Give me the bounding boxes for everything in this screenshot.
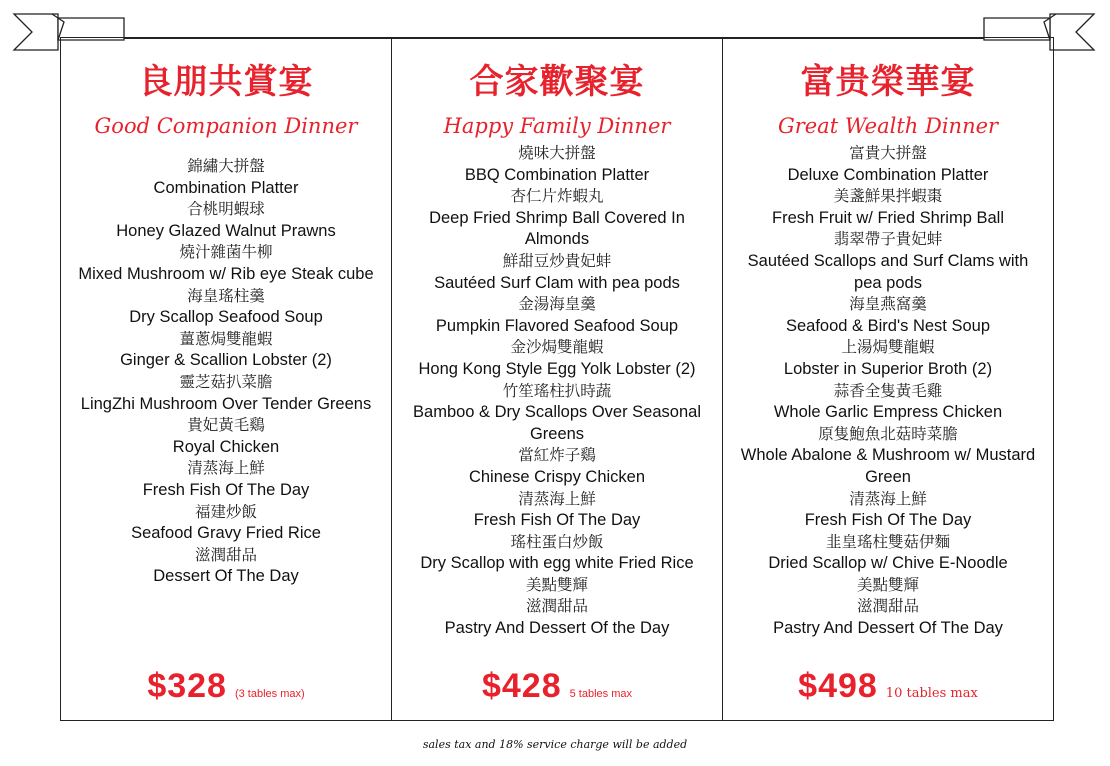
column-title-en: Good Companion Dinner [94,114,358,138]
dish-name-zh: 海皇燕窩羹 [849,295,927,314]
dish-list [737,143,1039,640]
dish-name-en: Fresh Fruit w/ Fried Shrimp Ball [772,208,1004,227]
price: $498 [798,667,878,705]
dish-name-zh: 杏仁片炸蝦丸 [510,187,604,206]
dish-name-zh: 貴妃黃毛鷄 [187,416,265,435]
dish-name-en: Deluxe Combination Platter [787,165,989,184]
dish-name-zh: 美點雙輝 [525,575,588,594]
dish-name-en: Lobster in Superior Broth (2) [783,359,993,378]
dish-name-zh: 韭皇瑤柱雙菇伊麵 [825,532,950,551]
dish-name-en: Dessert Of The Day [153,567,299,586]
dish-name-zh: 海皇瑤柱羹 [187,286,265,305]
dish-name-en: Dry Scallop Seafood Soup [129,308,323,327]
dish-name-zh: 清蒸海上鮮 [849,489,927,508]
dish-name-zh: 滋潤甜品 [194,545,257,564]
dish-name-zh: 翡翠帶子貴妃蚌 [833,230,943,249]
menu-box [60,37,1054,721]
dish-name-zh: 當紅炸子鷄 [518,446,596,465]
dish-name-en: Combination Platter [153,178,299,197]
dish-name-zh: 竹笙瑤柱扒時蔬 [502,381,612,400]
dish-name-zh: 瑤柱蛋白炒飯 [510,532,604,551]
dish-name-en: Dry Scallop with egg white Fried Rice [420,554,694,573]
dish-name-zh: 美盞鮮果拌蝦棗 [833,187,943,206]
dish-name-zh: 金沙焗雙龍蝦 [510,338,604,357]
dish-name-en: Pumpkin Flavored Seafood Soup [435,316,679,335]
price-row [392,666,722,706]
dish-name-zh: 福建炒飯 [194,502,257,521]
dish-name-en: BBQ Combination Platter [464,165,650,184]
dish-name-en: Chinese Crispy Chicken [468,467,646,486]
table-limit-note: 10 tables max [885,686,978,701]
column-title-en: Great Wealth Dinner [777,114,999,138]
dish-name-zh: 原隻鮑魚北菇時菜膽 [818,424,958,443]
dish-name-en: Sautéed Surf Clam with pea pods [434,273,680,292]
price-row [723,666,1053,706]
column-title-zh: 合家歡聚宴 [469,62,645,102]
dish-name-en: Pastry And Dessert Of the Day [444,619,670,638]
dish-name-en: Dried Scallop w/ Chive E-Noodle [768,554,1008,573]
footer-note: sales tax and 18% service charge will be added [422,738,688,751]
dish-name-zh: 清蒸海上鮮 [187,459,265,478]
menu-column-good-companion [61,38,391,720]
dish-name-zh: 合桃明蝦球 [187,200,265,219]
dish-name-zh: 燒味大拼盤 [518,144,596,162]
dish-name-en: Whole Abalone & Mushroom w/ Mustard Green [740,446,1036,486]
price: $428 [481,667,562,705]
dish-name-en: Seafood Gravy Fried Rice [131,524,321,543]
dish-name-zh: 蒜香全隻黃毛雞 [833,381,943,400]
dish-name-en: Honey Glazed Walnut Prawns [116,221,336,240]
dish-name-en: Fresh Fish Of The Day [804,511,972,530]
dish-name-zh: 靈芝菇扒菜膽 [179,372,273,391]
dish-name-zh: 清蒸海上鮮 [518,489,596,508]
dish-name-zh: 滋潤甜品 [525,597,588,616]
column-title-zh: 富贵榮華宴 [800,62,976,102]
dish-name-en: Bamboo & Dry Scallops Over Seasonal Greens [413,403,701,443]
table-limit-note: (3 tables max) [234,688,305,700]
dish-name-en: Fresh Fish Of The Day [142,480,310,499]
price: $328 [147,667,227,705]
dish-list [406,143,708,640]
dish-name-zh: 薑蔥焗雙龍蝦 [179,329,273,348]
dish-list [75,156,377,588]
menu-column-great-wealth [722,38,1053,720]
dish-name-en: Royal Chicken [172,437,280,456]
dish-name-en: Pastry And Dessert Of The Day [773,619,1003,638]
dish-name-zh: 金湯海皇羹 [518,295,596,314]
dish-name-en: Deep Fried Shrimp Ball Covered In Almonds [429,208,685,249]
dish-name-zh: 鮮甜豆炒貴妃蚌 [502,251,612,270]
column-title-en: Happy Family Dinner [443,114,671,138]
dish-name-en: Seafood & Bird's Nest Soup [785,316,991,335]
dish-name-en: Sautéed Scallops and Surf Clams with pea pods [747,251,1029,292]
dish-name-en: Fresh Fish Of The Day [473,511,641,530]
table-limit-note: 5 tables max [569,688,632,700]
dish-name-en: Hong Kong Style Egg Yolk Lobster (2) [418,359,696,378]
dish-name-zh: 上湯焗雙龍蝦 [841,338,935,357]
dish-name-zh: 燒汁雜菌牛柳 [179,243,273,262]
dish-name-zh: 美點雙輝 [856,575,919,594]
menu-column-happy-family [391,38,722,720]
dish-name-zh: 富貴大拼盤 [849,144,927,162]
dish-name-en: LingZhi Mushroom Over Tender Greens [80,394,372,413]
column-title-zh: 良朋共賞宴 [138,62,314,102]
dish-name-en: Ginger & Scallion Lobster (2) [120,351,332,370]
dish-name-zh: 滋潤甜品 [856,597,919,616]
dish-name-en: Whole Garlic Empress Chicken [773,403,1003,422]
price-row [61,666,391,706]
dish-name-en: Mixed Mushroom w/ Rib eye Steak cube [78,264,374,283]
dish-name-zh: 錦繡大拼盤 [187,157,265,175]
